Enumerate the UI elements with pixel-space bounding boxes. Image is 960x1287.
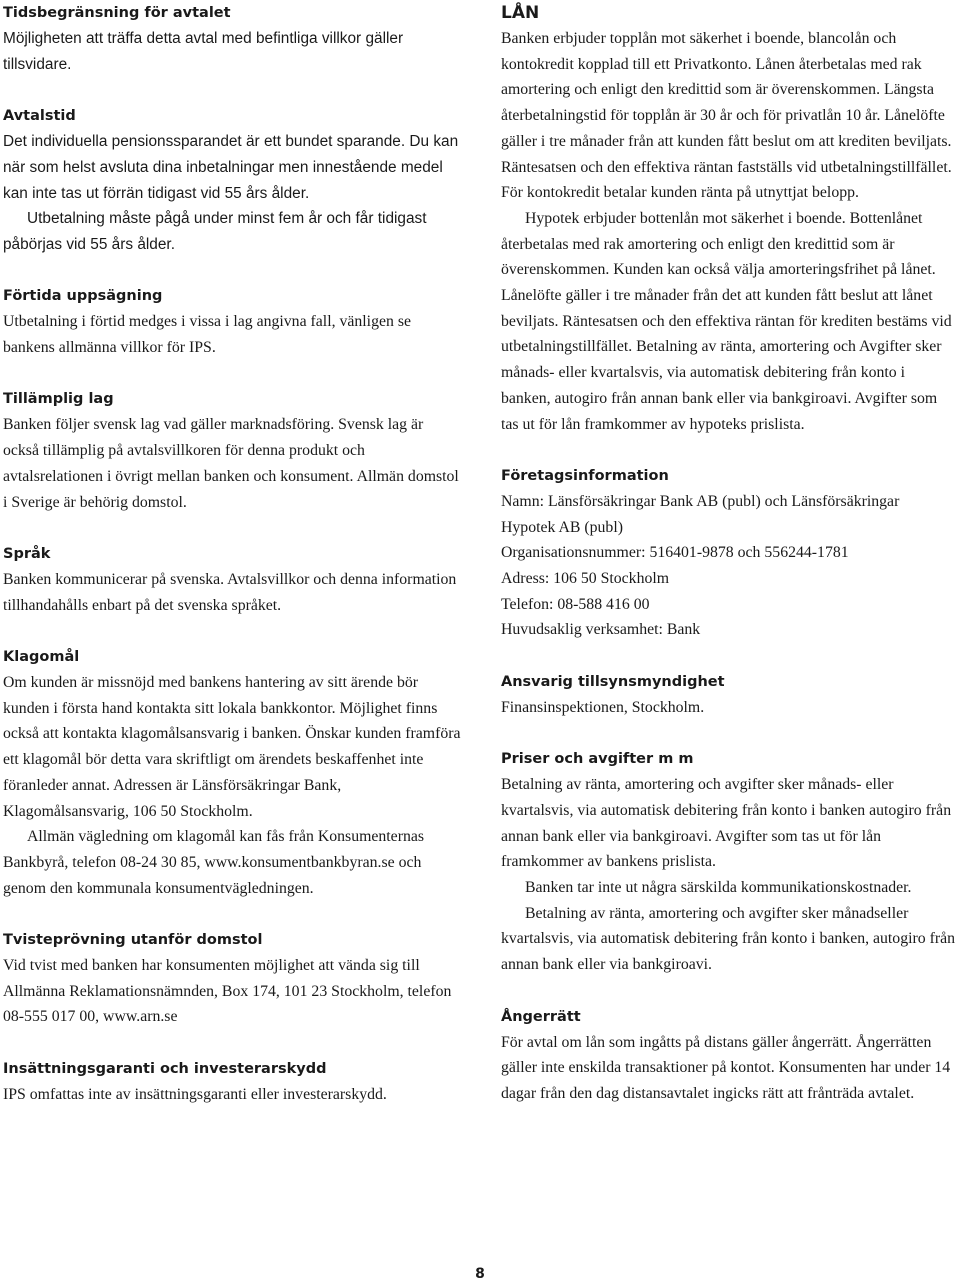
section-heading: Tvisteprövning utanför domstol (3, 932, 263, 948)
section-text: Banken kommunicerar på svenska. Avtalsvillkor och denna information tillhandahålls enbart på det svenska språket. (3, 570, 457, 614)
section-tillamplig-lag (3, 386, 461, 515)
section-heading: Förtida uppsägning (3, 288, 163, 305)
section-text: Utbetalning i förtid medges i vissa i lag angivna fall, vänligen se bankens allmänna villkor för IPS. (3, 313, 411, 356)
section-tvisteprovning (3, 927, 461, 1030)
section-heading: Insättningsgaranti och investerarskydd (3, 1060, 327, 1077)
section-text: Betalning av ränta, amortering och avgifter sker månads- eller kvartalsvis, via automatisk debitering från konto i banken autogiro från annan bank eller via bankgiroavi. Avgifter som tas ut för lån framkommer av bankens prislista. (501, 776, 952, 871)
section-text: Betalning av ränta, amortering och avgifter sker månadseller kvartalsvis, via automatisk debitering från konto i banken, autogiro från annan bank eller via bankgiroavi. (501, 904, 956, 974)
section-heading: Företagsinformation (501, 467, 669, 484)
section-tidsbegransning (3, 0, 461, 77)
section-fortida-uppsagning (3, 283, 461, 360)
section-lan (501, 0, 957, 437)
section-text: Det individuella pensionssparandet är ett bundet sparande. Du kan när som helst avsluta dina inbetalningar men innestående medel kan inte tas ut förrän tidigast vid 55 års ålder. (3, 133, 459, 202)
section-text: Utbetalning måste pågå under minst fem år och får tidigast påbörjas vid 55 års ålder. (3, 210, 427, 253)
section-text: För avtal om lån som ingåtts på distans gäller ångerrätt. Ångerrätten gäller inte enskilda transaktioner på kontot. Konsumenten har under 14 dagar från den dag distansavtalet ingicks rätt att frånträda avtalet. (501, 1033, 951, 1102)
phone: Telefon: 08-588 416 00 (501, 595, 650, 613)
section-text: Banken tar inte ut några särskilda kommunikationskostnader. (525, 879, 912, 897)
section-text: Hypotek erbjuder bottenlån mot säkerhet i boende. Bottenlånet återbetalas med rak amortering och enligt den kredittid som är överenskommen. Kunden kan också välja amorteringsfrihet på lånet. Lånelöfte gäller i tre månader från det att kunden fått beslut att lånet beviljats. Räntesatsen och den effektiva räntan för krediten bestäms vid utbetalningstillfället. Betalning av ränta, amortering och Avgifter sker månads- eller kvartalsvis, via automatisk debitering från konto i banken, autogiro från annan bank eller via bankgiroavi. Avgifter som tas ut för lån framkommer av hypoteks prislista. (501, 209, 952, 433)
left-column (3, 0, 461, 1108)
section-klagomal (3, 644, 461, 901)
section-text: IPS omfattas inte av insättningsgaranti eller investerarskydd. (3, 1085, 387, 1103)
section-heading: Tillämplig lag (3, 391, 114, 408)
page-number: 8 (475, 1266, 485, 1282)
right-column (501, 0, 957, 1107)
section-heading: Ångerrätt (501, 1008, 581, 1025)
company-name: Namn: Länsförsäkringar Bank AB (publ) och Länsförsäkringar Hypotek AB (publ) (501, 492, 900, 536)
section-text: Möjligheten att träffa detta avtal med befintliga villkor gäller tillsvidare. (3, 30, 404, 73)
section-insattningsgaranti (3, 1056, 461, 1108)
section-text: Finansinspektionen, Stockholm. (501, 698, 705, 716)
section-text: Banken erbjuder topplån mot säkerhet i boende, blancolån och kontokredit kopplad till ett Privatkonto. Lånen återbetalas med rak amortering och enligt den kredittid som är överenskommen. Längsta återbetalningstid för topplån är 30 år och för privatlån 10 år. Lånelöfte gäller i tre månader från att kunden fått beslut om att krediten beviljats. Räntesatsen och den effektiva räntan fastställs vid utbetalningstillfället. För kontokredit betalar kunden ränta på utnyttjat belopp. (501, 30, 952, 202)
section-heading: Språk (3, 545, 51, 562)
section-text: Banken följer svensk lag vad gäller marknadsföring. Svensk lag är också tillämplig på avtalsvillkoren för denna produkt och avtalsrelationen i övrigt mellan banken och konsument. Allmän domstol i Sverige är behörig domstol. (3, 416, 459, 511)
section-text: Om kunden är missnöjd med bankens hantering av sitt ärende bör kunden i första hand kontakta sitt lokala bankkontor. Möjlighet finns också att kontakta klagomålsansvarig i banken. Önskar kunden framföra ett klagomål bör detta vara skriftligt om ärendets beskaffenhet inte föranleder annat. Adressen är Länsförsäkringar Bank, Klagomålsansvarig, 106 50 Stockholm. (3, 673, 461, 820)
section-avtalstid (3, 103, 461, 258)
section-priser-avgifter (501, 746, 957, 978)
section-text: Vid tvist med banken har konsumenten möjlighet att vända sig till Allmänna Reklamationsnämnden, Box 174, 101 23 Stockholm, telefon 08-555 017 00, www.arn.se (3, 957, 452, 1026)
section-heading: Tidsbegränsning för avtalet (3, 5, 231, 21)
section-heading: Klagomål (3, 648, 80, 665)
section-heading: Avtalstid (3, 108, 76, 125)
section-sprak (3, 541, 461, 618)
business: Huvudsaklig verksamhet: Bank (501, 621, 701, 639)
section-heading: Priser och avgifter m m (501, 751, 694, 768)
section-foretagsinformation (501, 463, 957, 643)
section-heading: LÅN (501, 3, 540, 23)
section-text: Allmän vägledning om klagomål kan fås från Konsumenternas Bankbyrå, telefon 08-24 30 85, www.konsumentbankbyran.se och genom den kommunala konsumentvägledningen. (3, 828, 425, 897)
section-angerratt (501, 1004, 957, 1107)
section-tillsynsmyndighet (501, 669, 957, 721)
address: Adress: 106 50 Stockholm (501, 570, 670, 588)
org-number: Organisationsnummer: 516401-9878 och 556244-1781 (501, 544, 849, 562)
section-heading: Ansvarig tillsynsmyndighet (501, 673, 725, 690)
